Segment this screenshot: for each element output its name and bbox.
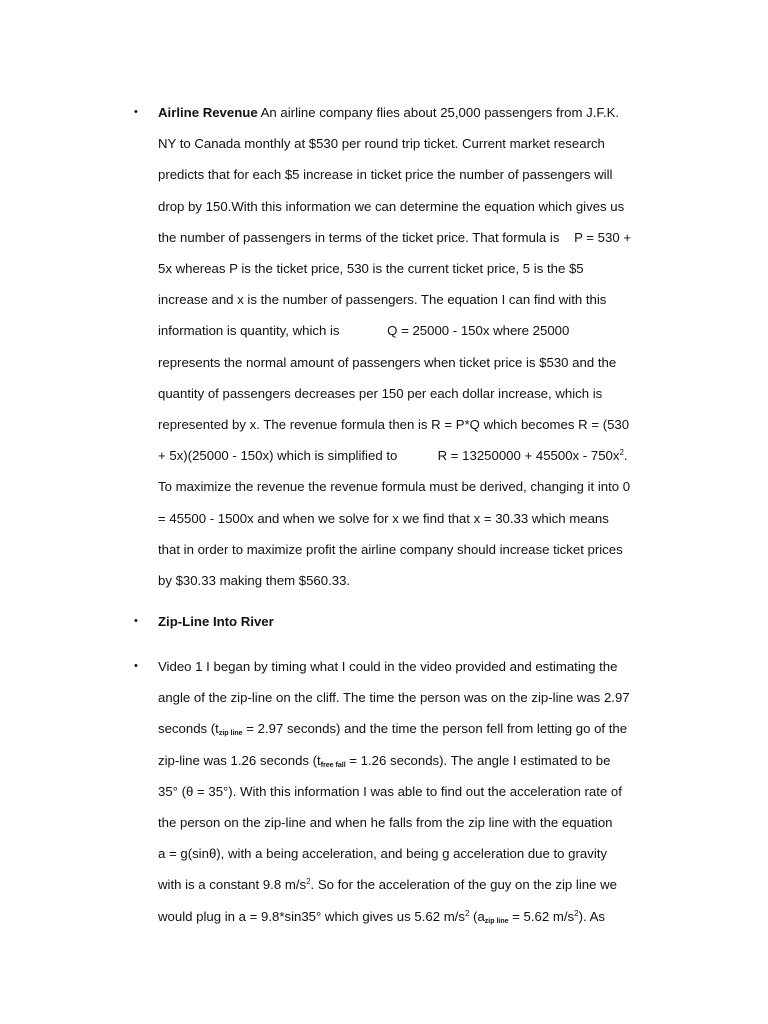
zipline-item [134,606,648,637]
video-line-3: seconds ($t_{zip line} = 2.97$ seconds) and the time the person fell from letting go of the [158,721,628,738]
bullet: • [134,660,138,672]
airline-line-10: quantity of passengers decreases per 150 per each dollar increase, which is [158,385,603,401]
airline-line-6: 5x whereas P is the ticket price, 530 is the current ticket price, 5 is the $5 [158,261,584,277]
bullet: • [134,106,138,118]
airline-line-15: that in order to maximize profit the airline company should increase ticket prices [158,541,623,557]
airline-line-8: information is quantity, which is Q = 25000 - 150x where 25000 [158,323,570,339]
airline-revenue-heading: Airline Revenue [158,105,258,120]
airline-revenue-item [134,97,648,596]
video-line-6: the person on the zip-line and when he falls from the zip line with the equation [158,815,613,831]
bullet: • [134,615,138,627]
video-line-2: angle of the zip-line on the cliff. The time the person was on the zip-line was 2.97 [158,690,630,706]
video-line-1: Video 1 I began by timing what I could in the video provided and estimating the [158,659,618,674]
airline-line-13: To maximize the revenue the revenue formula must be derived, changing it into 0 [158,479,631,495]
airline-line-2: NY to Canada monthly at $530 per round trip ticket. Current market research [158,136,605,152]
airline-line-7: increase and x is the number of passengers. The equation I can find with this [158,292,607,308]
zipline-heading: Zip-Line Into River [158,614,274,629]
video-line-9: would plug in a = 9.8*sin35° which gives us 5.62 $m/s^2$ ($a_{zip line} = 5.62$ $m/s^2$). As [158,908,605,925]
video-line-4: zip-line was 1.26 seconds ($t_{free fall} = 1.26$ seconds). The angle I estimated to be [158,752,611,769]
airline-line-16: by $30.33 making them $560.33. [158,573,351,589]
airline-line-11: represented by x. The revenue formula then is R = P*Q which becomes R = (530 [158,417,630,433]
airline-line-1: Airline Revenue An airline company flies about 25,000 passengers from J.F.K. [158,105,620,120]
airline-line-4: drop by 150.With this information we can determine the equation which gives us [158,198,625,214]
airline-line-14: = 45500 - 1500x and when we solve for x we find that x = 30.33 which means [158,510,609,526]
video-line-7: a = g(sinθ), with a being acceleration, and being g acceleration due to gravity [158,846,608,862]
airline-line-3: predicts that for each $5 increase in ticket price the number of passengers will [158,167,613,183]
video-line-5: 35° (θ = 35°). With this information I was able to find out the acceleration rate of [158,783,622,799]
video-line-8: with is a constant 9.8 $m/s^2$. So for the acceleration of the guy on the zip line we [158,877,617,893]
airline-line-5: the number of passengers in terms of the ticket price. That formula is P = 530 + [158,229,632,245]
video-1-item [134,651,648,932]
airline-line-12: + 5x)(25000 - 150x) which is simplified to $R = 13250000 + 45500x - 750x^2$. [158,448,628,464]
airline-line-9: represents the normal amount of passengers when ticket price is $530 and the [158,354,617,370]
